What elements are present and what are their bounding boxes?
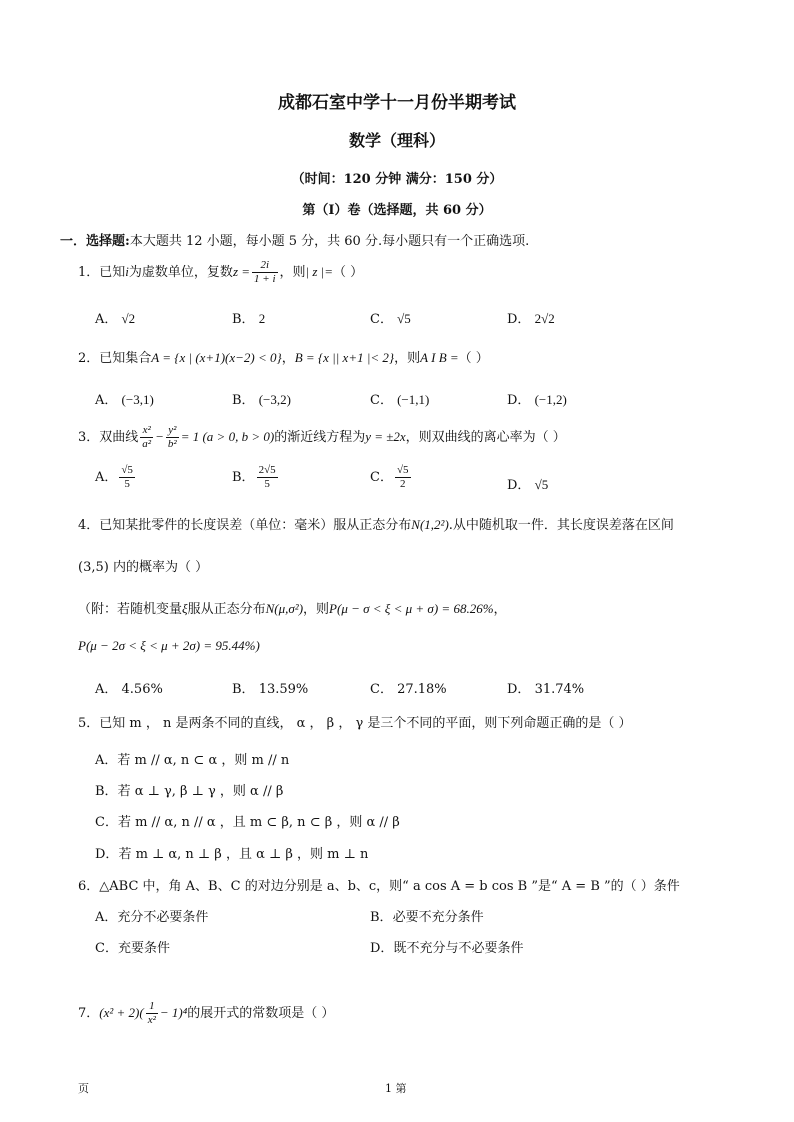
q5-option-c: C．若 m // α, n // α ，且 m ⊂ β, n ⊂ β ，则 α // β <box>95 815 400 830</box>
q2-option-a: A． (−3,1) <box>95 392 154 408</box>
question-7: 7．(x² + 2)( $\frac{1}{\text{x²}}$ − 1)⁴的展开式的常数项是（ ） <box>78 1000 335 1026</box>
q1-option-a: A． √2 <box>95 311 136 327</box>
q3-fraction-x: $\frac{\text{x²}}{\text{a²}}$ <box>142 424 152 450</box>
q1-option-d: D． 2√2 <box>507 311 555 327</box>
q2-option-c: C． (−1,1) <box>370 392 430 408</box>
q1-fraction: $\frac{2i}{1 + i}$ <box>254 259 276 285</box>
question-2: 2．已知集合A = {x | (x+1)(x−2) < 0}，B = {x || x+1 |< 2}，则A I B =（ ） <box>78 350 489 366</box>
section-instructions <box>60 230 529 249</box>
q5-option-a: A．若 m // α, n ⊂ α ，则 m // n <box>95 753 290 768</box>
section-label: 一．选择题: <box>60 234 130 249</box>
q5-option-b: B．若 α ⊥ γ, β ⊥ γ ，则 α // β <box>95 784 284 799</box>
question-1: 1．已知i为虚数单位，复数z = $\frac{2i}{1 + i}$ ，则| z |=（ ） <box>78 259 364 285</box>
q3-option-a: A． $\frac{√5}{5}$ <box>95 464 133 490</box>
q4-option-c: C． 27.18% <box>370 682 447 697</box>
q7-fraction: $\frac{1}{\text{x²}}$ <box>147 1000 156 1026</box>
q3-option-d: D． √5 <box>507 477 549 493</box>
q4-option-d: D． 31.74% <box>507 682 585 697</box>
question-3: 3．双曲线 $\frac{\text{x²}}{\text{a²}}$ − $\frac{\text{y²}}{\text{b²}}$ = 1 (a > 0, b > 0)的渐近线方程为y = ±2x，则双曲线的离心率为（ ） <box>78 424 566 450</box>
q6-option-b: B．必要不充分条件 <box>370 910 484 925</box>
q4-option-a: A． 4.56% <box>95 682 163 697</box>
q4-option-b: B． 13.59% <box>232 682 309 697</box>
q1-option-b: B． 2 <box>232 311 266 327</box>
question-4-line2: (3,5) 内的概率为（ ） <box>78 560 209 575</box>
q6-option-d: D．既不充分与不必要条件 <box>370 941 524 956</box>
question-4-note-line2: P(μ − 2σ < ξ < μ + 2σ) = 95.44%) <box>78 638 260 653</box>
q3-fraction-y: $\frac{\text{y²}}{\text{b²}}$ <box>167 424 177 450</box>
question-6: 6．△ABC 中，角 A、B、C 的对边分别是 a、b、c，则“ a cos A = b cos B ”是“ A = B ”的（ ）条件 <box>78 879 680 894</box>
q5-option-d: D．若 m ⊥ α, n ⊥ β ，且 α ⊥ β ，则 m ⊥ n <box>95 847 369 862</box>
section-text: 本大题共 12 小题，每小题 5 分，共 60 分.每小题只有一个正确选项. <box>129 234 530 249</box>
question-4: 4．已知某批零件的长度误差（单位：毫米）服从正态分布N(1,2²).从中随机取一件．其长度误差落在区间 <box>78 517 674 533</box>
part-heading: 第（Ⅰ）卷（选择题，共 60 分） <box>302 203 492 218</box>
exam-subject: 数学（理科） <box>348 131 445 150</box>
q6-option-c: C．充要条件 <box>95 941 170 956</box>
exam-info: （时间：120 分钟 满分：150 分） <box>291 172 503 187</box>
exam-title: 成都石室中学十一月份半期考试 <box>278 93 516 113</box>
q3-option-c: C． $\frac{√5}{2}$ <box>370 464 409 490</box>
q6-option-a: A．充分不必要条件 <box>95 910 209 925</box>
footer-left: 页 <box>78 1082 89 1095</box>
q3-option-b: B． $\frac{2√5}{5}$ <box>232 464 276 490</box>
q2-option-b: B． (−3,2) <box>232 392 291 408</box>
q1-option-c: C． √5 <box>370 311 411 327</box>
question-4-note: （附：若随机变量ξ服从正态分布N(μ,σ²)，则P(μ − σ < ξ < μ + σ) = 68.26%， <box>78 601 507 617</box>
q2-option-d: D． (−1,2) <box>507 392 567 408</box>
question-5: 5．已知 m ， n 是两条不同的直线， α ， β ， γ 是三个不同的平面，则下列命题正确的是（ ） <box>78 716 632 731</box>
footer-page-number: 1 第 <box>385 1082 407 1095</box>
